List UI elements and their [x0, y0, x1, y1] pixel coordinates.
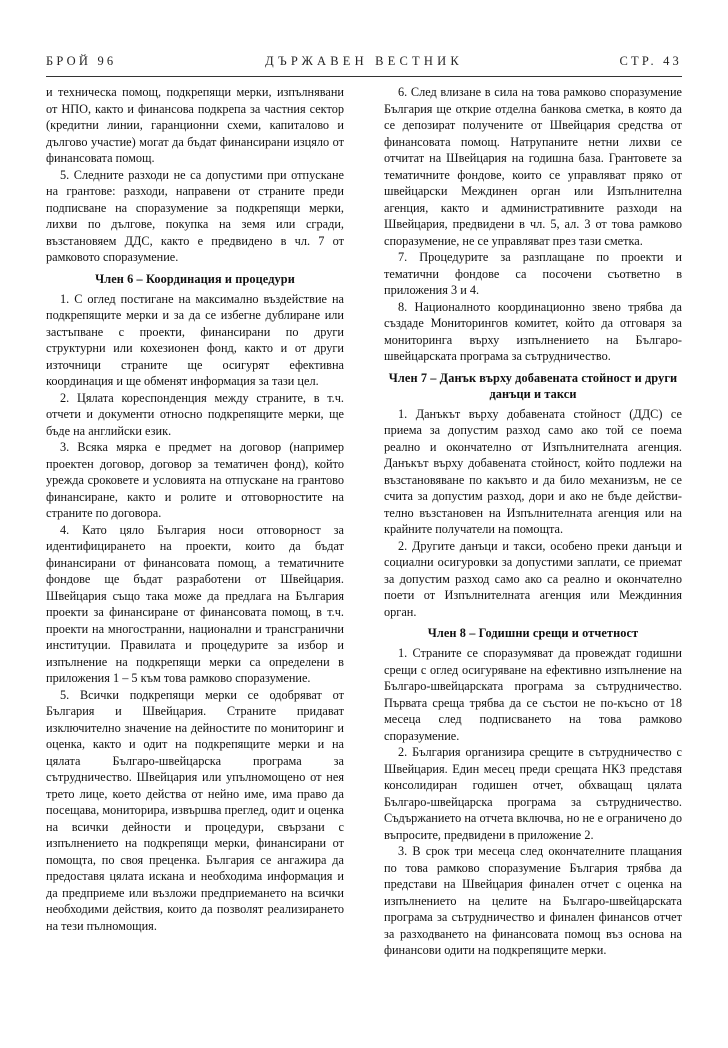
article-8-paragraph-2: 2. България организира срещите в сътрудничество с Швейцария. Един месец преди срещата НКЗ представя консолидиран годишен отчет, обхващащ цялата Българо-швейцарска програма за сътрудничество. Съдържанието на отчета включва, но не е ограничено до въпросите, предвидени в приложение 2.: [384, 745, 682, 842]
article-8-paragraph-3: 3. В срок три месеца след окончателните плащания по това рамково споразумение България трябва да представи на Швейцария финален отчет с оценка на изпълнението на целите на Българо-швейцарската програма за сътрудничество и финален финансов отчет за разходването на финансовата помощ въз основа на финансови одити на подкрепящите мерки.: [384, 844, 682, 957]
article-6-paragraph-2: 2. Цялата кореспонденция между страните, в т.ч. отчети и документи относно подкрепящите мерки, ще бъде на английски език.: [46, 390, 344, 438]
article-6-paragraph-7: 7. Процедурите за разплащане по проекти и тематични фондове са посочени съответно в приложения 3 и 4.: [384, 250, 682, 297]
header-rule: [46, 76, 682, 77]
issue-number: БРОЙ 96: [46, 54, 117, 68]
article-8-paragraph-1: 1. Страните се споразумяват да провеждат годишни срещи с оглед осигуряване на ефективно изпълнение на Българо-швейцарската програма за сътрудничество. Първата среща трябва да се състои не по-късно от 18 месеца след подписването на това рамково споразумение.: [384, 646, 682, 743]
right-column: [384, 84, 682, 959]
publication-title: ДЪРЖАВЕН ВЕСТНИК: [265, 54, 463, 68]
paragraph-5: 5. Следните разходи не са допустими при отпускане на грантове: разходи, направени от страните преди подписване на споразумение за подкрепящи мерки, лихви по дългове, покупка на земя или сгради, възстановяем ДДС, както е предвидено в чл. 7 от рамковото споразумение.: [46, 167, 344, 264]
paragraph-continued: и техническа помощ, подкрепящи мерки, изпълнявани от НПО, както и финансова подкрепа за частния сектор (кредитни линии, гаранционни схеми, капиталово и дългово участие) могат да бъдат финансирани изцяло от финансовата помощ.: [46, 85, 344, 165]
article-7-paragraph-2: 2. Другите данъци и такси, особено преки данъци и социални осигуровки за допустими заплати, се приемат за допустим разход само ако са реално и окончателно поети от Изпълнителната агенция или Междинния орган.: [384, 538, 682, 619]
page-number: СТР. 43: [619, 54, 682, 68]
article-6-paragraph-5: 5. Всички подкрепящи мерки се одобряват от България и Швейцария. Страните придават изключително значение на дейностите по мониторинг и оценка, както и одит на подкрепящите мерки и на цялата Българо-швейцарска програма за сътрудничество. Швейцария или упълномощено от нея трето лице, което действа от нейно име, има право да посещава, мониторира, извършва преглед, одит и оценка на всички дейности и процедури, свързани с изпълнението на подкрепящи мерки, финансирани от помощта, по своя преценка. България се ангажира да предоставя цялата искана и необходима информация и да предприеме или възложи предприемането на всички необходими действия, които да позволят реализирането на тези пълномощия.: [46, 687, 344, 933]
article-6-paragraph-4: 4. Като цяло България носи отговорност за идентифицирането на проекти, които да бъдат финансирани от финансовата помощ, а тематичните фондове ще бъдат разработени от Швейцария. Швейцария също така може да предлага на България проекти за финансиране от финансовата помощ, в т.ч. проекти на многостранни, национални и трансгранични институции. Правилата и процедурите за избор и изпълнение на подкрепящи мерки са определени в приложения 1 – 5 към това рамково споразумение.: [46, 522, 344, 685]
article-7-heading: Член 7 – Данък върху добавената стойност и други данъци и такси: [388, 370, 678, 401]
left-column: [46, 84, 344, 934]
page-header: [46, 52, 682, 70]
article-6-paragraph-3: 3. Всяка мярка е предмет на договор (например проектен договор, договор за тематичен фонд), който урежда сроковете и условията на отпускане на грантово финансиране, както и ролите и отговорностите на страните по договора.: [46, 440, 344, 520]
article-6-paragraph-6: 6. След влизане в сила на това рамково споразумение България ще открие отделна банкова сметка, в която да се депозират получените от Швейцария средства от финансовата помощ. Натрупаните нетни лихви се отчитат на Швейцария на годишна база. Грантовете за тематичните фондове, които се управляват пряко от швейцарски Междинен орган или Изпълнителна агенция, както и административните разходи на Швейцария, предвидени в чл. 5, ал. 3 от това рамково споразумение, не се управляват през тази сметка.: [384, 85, 682, 248]
article-6-heading: Член 6 – Координация и процедури: [95, 271, 295, 286]
article-8-heading: Член 8 – Годишни срещи и отчетност: [427, 626, 639, 640]
article-6-paragraph-8: 8. Националното координационно звено трябва да създаде Мониторингов комитет, който да отговаря за мониторинга върху изпълнението на Българо-швейцарската програма за сътрудничество.: [384, 299, 682, 363]
article-7-paragraph-1: 1. Данъкът върху добавената стойност (ДДС) се приема за допустим разход само ако той се поема реално и окончателно от Изпълнителната агенция. Данъкът върху добавената стойност, който подлежи на възстановяване по какъвто и да било механизъм, не се счита за допустим разход, дори и ако не бъде действително възстановен на Изпълнителната агенция или на крайните получатели на помощта.: [384, 406, 682, 536]
article-6-paragraph-1: 1. С оглед постигане на максимално въздействие на подкрепящите мерки и за да се избегне дублиране или застъпване с проекти, финансирани по други структурни или кохезионен фонд, както и от други източници страните ще осигурят ефективна координация и ще обменят информация за тази цел.: [46, 291, 344, 388]
